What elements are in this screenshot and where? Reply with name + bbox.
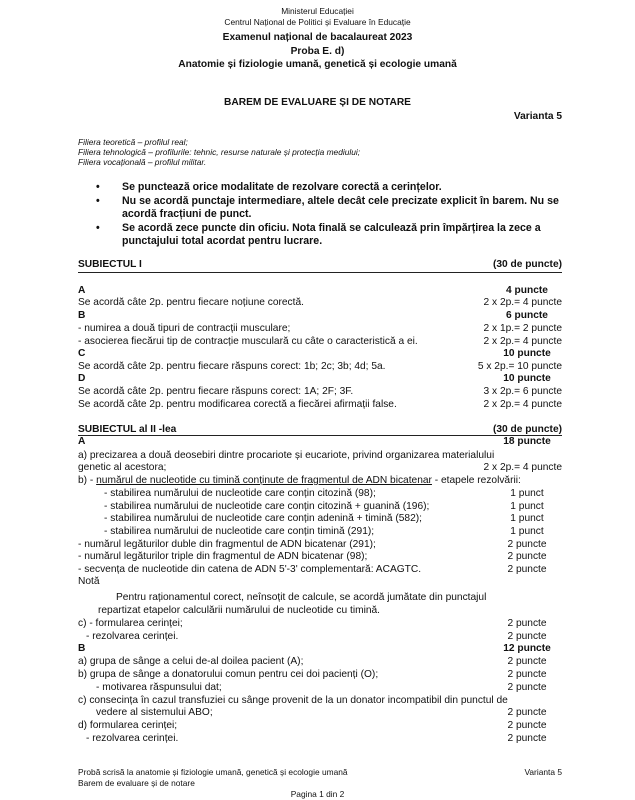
item-2b-step: - stabilirea numărului de nucleotide care conțin citozină + guanină (196); 1 punct (104, 501, 544, 512)
item-2Bb-line: - motivarea răspunsului dat; 2 puncte (96, 682, 547, 693)
item-a-line: Se acordă câte 2p. pentru fiecare noțiune corectă. 2 x 2p.= 4 puncte (78, 297, 562, 308)
item-2c-line: c) - formularea cerinței; 2 puncte (78, 618, 547, 629)
section-1-header (78, 258, 562, 271)
item-2Bc-line: c) consecința în cazul transfuziei cu sânge provenit de la un donator incompatibil din punctul de (78, 695, 508, 706)
bullet-icon: • (96, 181, 100, 193)
filiera-tehnologica: Filiera tehnologică – profilurile: tehnic, resurse naturale și protecția mediului; (78, 147, 361, 157)
barem-title: BAREM DE EVALUARE ȘI DE NOTARE (224, 97, 411, 108)
subject-title: Anatomie și fiziologie umană, genetică și ecologie umană (178, 59, 457, 70)
item-2Bc-line: vedere al sistemului ABO; 2 puncte (96, 707, 547, 718)
item-2b-header: B 12 puncte (78, 643, 551, 654)
center-name: Centrul Național de Politici și Evaluare în Educație (224, 17, 411, 27)
item-2b-line: - numărul legăturilor triple din fragmentul de ADN bicatenar (98); 2 puncte (78, 551, 547, 562)
item-b-header: B 6 puncte (78, 310, 548, 321)
item-2Bd-line: d) formularea cerinței; 2 puncte (78, 720, 547, 731)
item-2a-line: genetic al acestora; 2 x 2p.= 4 puncte (78, 462, 562, 473)
item-2Ba-line: a) grupa de sânge a celui de-al doilea pacient (A); 2 puncte (78, 656, 547, 667)
item-2b-step: - stabilirea numărului de nucleotide care conțin citozină (98); 1 punct (104, 488, 544, 499)
note-label: Notă (78, 576, 100, 587)
item-2Bd-line: - rezolvarea cerinței. 2 puncte (86, 733, 547, 744)
section-1-title: SUBIECTUL I (78, 259, 142, 270)
item-2c-line: - rezolvarea cerinței. 2 puncte (86, 631, 547, 642)
note-text: Pentru raționamentul corect, neînsoțit de calcule, se acordă jumătate din punctajul (116, 592, 487, 603)
bullet-icon: • (96, 222, 100, 234)
exam-title: Examenul național de bacalaureat 2023 (222, 32, 413, 43)
filiera-teoretica: Filiera teoretică – profilul real; (78, 137, 188, 147)
section-2-title: SUBIECTUL al II -lea (78, 424, 177, 435)
section-1-points: (30 de puncte) (492, 259, 562, 270)
rule-item: • Se punctează orice modalitate de rezolvare corectă a cerințelor. (96, 181, 442, 193)
filiera-vocationala: Filiera vocațională – profilul militar. (78, 157, 207, 167)
proba-label: Proba E. d) (290, 46, 345, 57)
footer-variant: Varianta 5 (524, 767, 562, 777)
variant-label: Varianta 5 (513, 111, 562, 122)
item-2a-header: A 18 puncte (78, 436, 551, 447)
bullet-icon: • (96, 195, 100, 207)
footer-left-line: Barem de evaluare și de notare (78, 778, 195, 788)
section-divider (78, 272, 562, 273)
item-b-line: - asocierea fiecărui tip de contracție musculară cu câte o caracteristică a ei. 2 x 2p.= 4 puncte (78, 336, 562, 347)
item-a-header: A 4 puncte (78, 285, 548, 296)
item-d-header: D 10 puncte (78, 373, 551, 384)
note-text: repartizat etapelor calculării numărului de nucleotide cu timină. (98, 605, 381, 616)
item-2b-step: - stabilirea numărului de nucleotide care conțin adenină + timină (582); 1 punct (104, 513, 544, 524)
footer-left-line: Probă scrisă la anatomie și fiziologie umană, genetică și ecologie umană (78, 767, 348, 777)
item-2b-line: - secvența de nucleotide din catena de ADN 5'-3' complementară: ACAGTC. 2 puncte (78, 564, 547, 575)
item-2b-line: - numărul legăturilor duble din fragmentul de ADN bicatenar (291); 2 puncte (78, 539, 547, 550)
rule-item: • Nu se acordă punctaje intermediare, altele decât cele precizate explicit în barem. Nu se acordă fracțiuni de punct. (96, 195, 559, 220)
section-2-points: (30 de puncte) (492, 424, 562, 435)
rule-item: • Se acordă zece puncte din oficiu. Nota finală se calculează prin împărțirea la zece a punctajului total acordat pentru lucrare. (96, 222, 541, 247)
item-c-line: Se acordă câte 2p. pentru fiecare răspuns corect: 1b; 2c; 3b; 4d; 5a. 5 x 2p.= 10 puncte (78, 361, 562, 372)
item-2Bb-line: b) grupa de sânge a donatorului comun pentru cei doi pacienți (O); 2 puncte (78, 669, 547, 680)
item-2a-line: a) precizarea a două deosebiri dintre procariote și eucariote, privind organizarea materialului (78, 450, 495, 461)
ministry-name: Ministerul Educației (281, 6, 354, 16)
item-d-line: Se acordă câte 2p. pentru modificarea corectă a fiecărei afirmații false. 2 x 2p.= 4 puncte (78, 399, 562, 410)
item-b-line: - numirea a două tipuri de contracții musculare; 2 x 1p.= 2 puncte (78, 323, 562, 334)
item-c-header: C 10 puncte (78, 348, 551, 359)
item-d-line: Se acordă câte 2p. pentru fiecare răspuns corect: 1A; 2F; 3F. 3 x 2p.= 6 puncte (78, 386, 562, 397)
item-2b-line: b) - numărul de nucleotide cu timină conținute de fragmentul de ADN bicatenar - etapele rezolvării: (78, 475, 521, 486)
item-2b-step: - stabilirea numărului de nucleotide care conțin timină (291); 1 punct (104, 526, 544, 537)
page-number: Pagina 1 din 2 (290, 789, 345, 799)
